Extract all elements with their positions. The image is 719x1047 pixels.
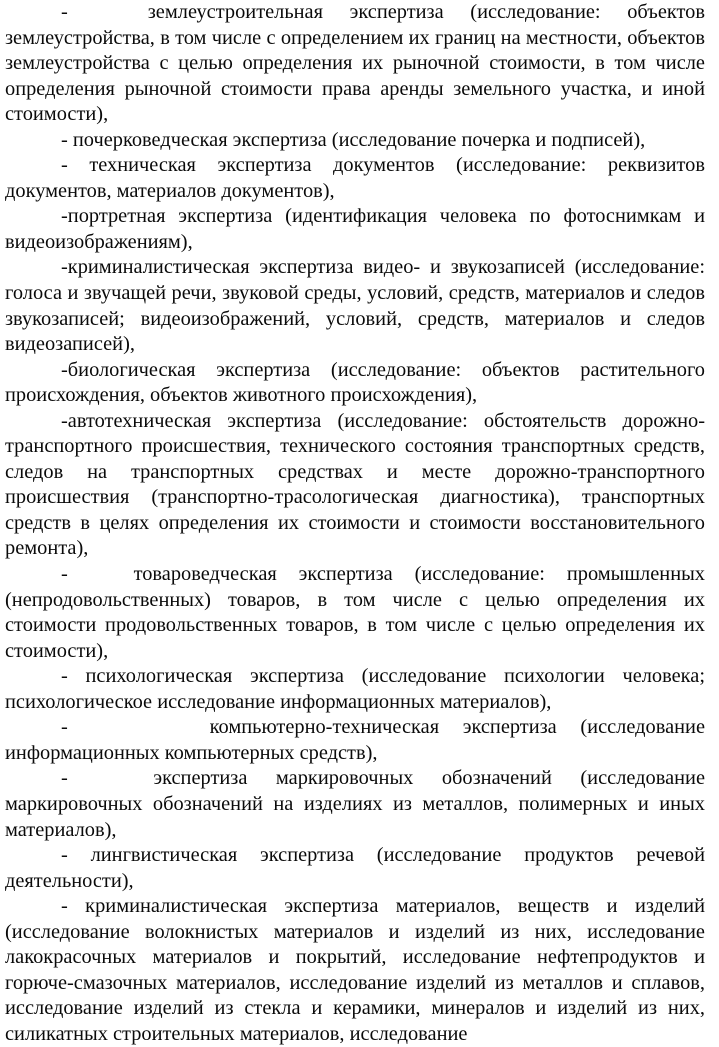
- paragraph-materials-expertise: - криминалистическая экспертиза материалов, веществ и изделий (исследование волокнистых материалов и изделий из них, исследование лакокрасочных материалов и покрытий, исследование нефтепродуктов и горюче-смазочных материалов, исследование изделий из металлов и сплавов, исследование изделий из стекла и керамики, минералов и изделий из них, силикатных строительных материалов, исследование: [5, 895, 705, 1045]
- paragraph-video-audio-expertise: -криминалистическая экспертиза видео- и звукозаписей (исследование: голоса и звучащей речи, звуковой среды, условий, средств, материалов и следов звукозаписей; видеоизображений, условий, средств, материалов и следов видеозаписей),: [5, 256, 705, 356]
- paragraph-marking-expertise: - экспертиза маркировочных обозначений (исследование маркировочных обозначений на изделиях из металлов, полимерных и иных материалов),: [5, 767, 705, 841]
- paragraph-portrait-expertise: -портретная экспертиза (идентификация человека по фотоснимкам и видеоизображениям),: [5, 205, 705, 253]
- paragraph-biological-expertise: -биологическая экспертиза (исследование: объектов растительного происхождения, объектов животного происхождения),: [5, 358, 705, 407]
- paragraph-handwriting-expertise: - почерковедческая экспертиза (исследование почерка и подписей),: [61, 128, 646, 151]
- document-page: [5, 0, 705, 1047]
- paragraph-psychological-expertise: - психологическая экспертиза (исследование психологии человека; психологическое исследование информационных материалов),: [5, 665, 705, 713]
- paragraph-commodity-expertise: - товароведческая экспертиза (исследование: промышленных (непродовольственных) товаров, в том числе с целью определения их стоимости продовольственных товаров, в том числе с целью определения их стоимости),: [5, 563, 705, 662]
- paragraph-land-survey-expertise: - землеустроительная экспертиза (исследование: объектов землеустройства, в том числе с определением их границ на местности, объектов землеустройства с целью определения их рыночной стоимости, в том числе определения рыночной стоимости права аренды земельного участка, и иной стоимости),: [5, 1, 705, 126]
- paragraph-linguistic-expertise: - лингвистическая экспертиза (исследование продуктов речевой деятельности),: [5, 844, 705, 892]
- paragraph-computer-technical-expertise: - компьютерно-техническая экспертиза (исследование информационных компьютерных средств),: [5, 716, 705, 764]
- paragraph-autotechnical-expertise: -автотехническая экспертиза (исследование: обстоятельств дорожно-транспортного происшествия, технического состояния транспортных средств, следов на транспортных средствах и месте дорожно-транспортного происшествия (транспортно-трасологическая диагностика), транспортных средств в целях определения их стоимости и стоимости восстановительного ремонта),: [5, 409, 705, 560]
- paragraph-technical-documents-expertise: - техническая экспертиза документов (исследование: реквизитов документов, материалов документов),: [5, 154, 705, 202]
